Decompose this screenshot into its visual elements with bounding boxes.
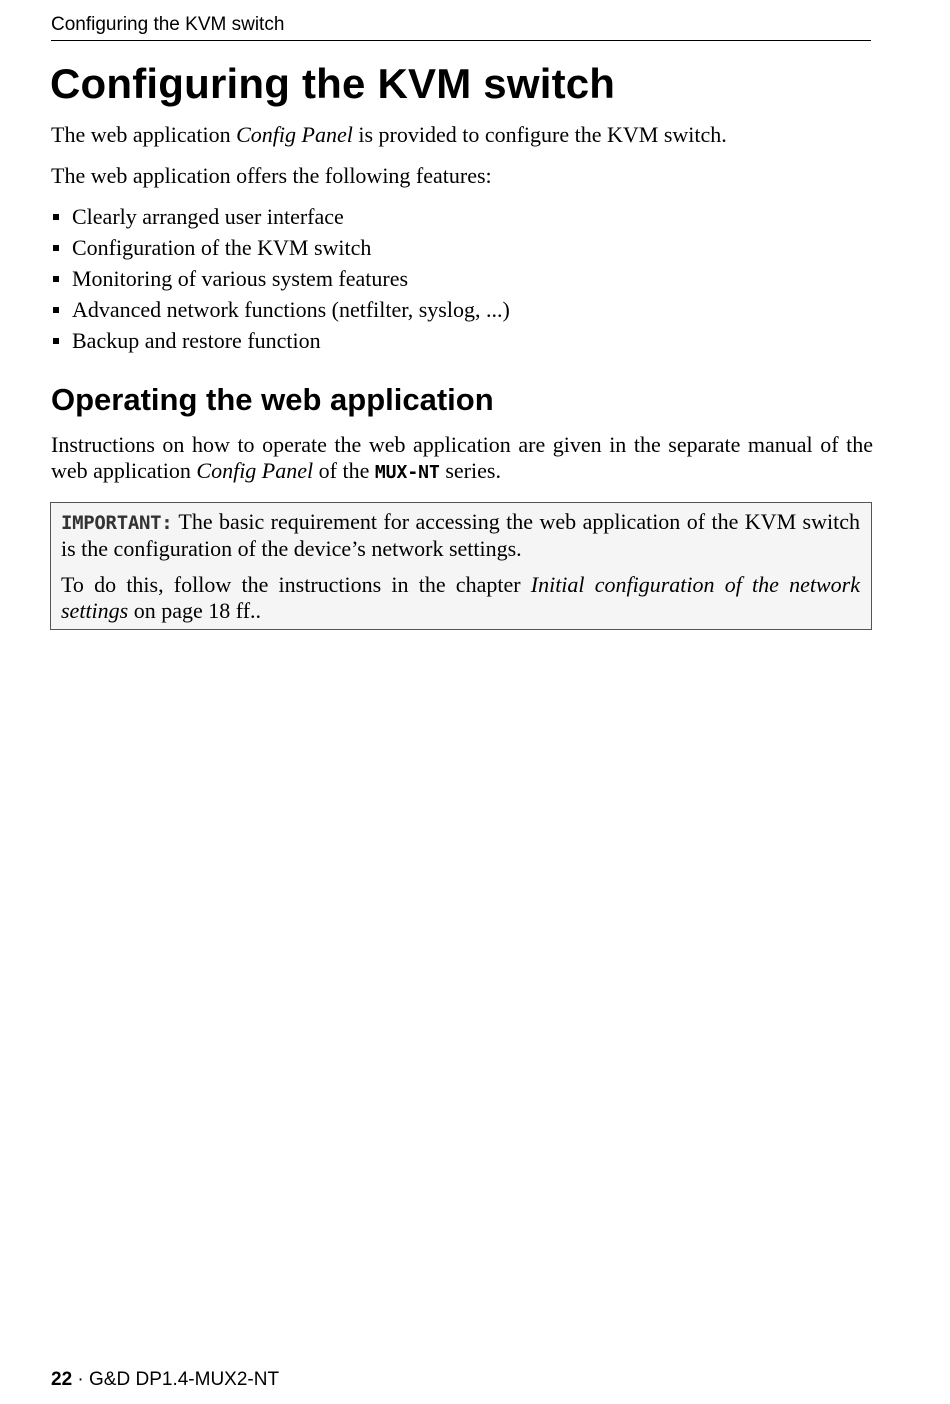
product-series: MUX-NT xyxy=(374,462,440,483)
bullet-icon xyxy=(53,214,59,220)
operating-text-start: Instructions on how to operate the web application are given in the separate manual of the web application xyxy=(51,432,873,483)
important-instruction xyxy=(61,572,860,624)
important-label: IMPORTANT: xyxy=(61,512,173,534)
features-intro: The web application offers the following features: xyxy=(51,163,492,188)
list-item-label: Advanced network functions (netfilter, syslog, ...) xyxy=(72,297,510,322)
list-item xyxy=(51,204,510,235)
section-heading: Operating the web application xyxy=(51,382,494,417)
operating-text-middle: of the xyxy=(313,458,375,483)
feature-list xyxy=(51,204,510,359)
instruction-text-start: To do this, follow the instructions in the chapter xyxy=(61,572,531,597)
product-name: G&D DP1.4-MUX2-NT xyxy=(89,1369,280,1390)
page-footer xyxy=(51,1368,279,1392)
chapter-reference: Initial configuration of the network settings xyxy=(61,572,860,623)
bullet-icon xyxy=(53,307,59,313)
list-item-label: Clearly arranged user interface xyxy=(72,204,344,229)
list-item xyxy=(51,235,510,266)
intro-text-end: is provided to configure the KVM switch. xyxy=(352,122,727,147)
bullet-icon xyxy=(53,276,59,282)
important-text: The basic requirement for accessing the web application of the KVM switch is the configuration of the device’s network settings. xyxy=(61,509,860,561)
footer-separator: · xyxy=(72,1369,90,1390)
running-header xyxy=(51,13,871,41)
running-header-title: Configuring the KVM switch xyxy=(51,14,285,35)
list-item xyxy=(51,297,510,328)
bullet-icon xyxy=(53,245,59,251)
important-paragraph xyxy=(61,509,860,562)
bullet-icon xyxy=(53,338,59,344)
list-item-label: Backup and restore function xyxy=(72,328,321,353)
operating-text-end: series. xyxy=(439,458,501,483)
intro-text-start: The web application xyxy=(51,122,237,147)
instruction-text-end: on page 18 ff.. xyxy=(128,598,262,623)
config-panel-name: Config Panel xyxy=(196,458,314,483)
list-item-label: Configuration of the KVM switch xyxy=(72,235,372,260)
operating-paragraph xyxy=(51,432,873,486)
list-item xyxy=(51,266,510,297)
intro-paragraph xyxy=(51,122,727,148)
page-number: 22 xyxy=(51,1369,73,1390)
list-item-label: Monitoring of various system features xyxy=(72,266,409,291)
list-item xyxy=(51,328,510,359)
page-title: Configuring the KVM switch xyxy=(50,60,616,107)
important-note-box xyxy=(50,502,872,630)
config-panel-name: Config Panel xyxy=(236,122,353,147)
